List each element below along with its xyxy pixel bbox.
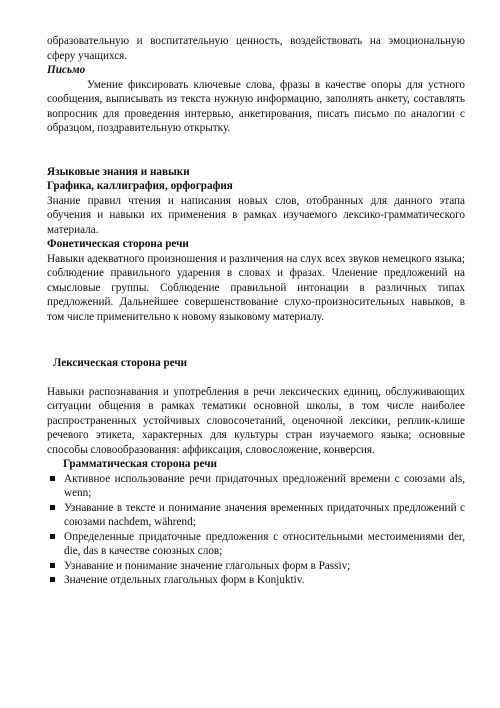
language-knowledge-heading: Языковые знания и навыки [47,165,190,178]
graphics-heading: Графика, каллиграфия, орфография [47,180,233,192]
writing-heading: Письмо [47,64,86,76]
list-item: Активное использование речи придаточных предложений времени с союзами als, wenn; [47,472,465,501]
graphics-paragraph: Знание правил чтения и написания новых слов, отобранных для данного этапа обучения и навыки их применения в рамках изучаемого лексико-грамматического материала. [47,194,465,236]
intro-continuation: образовательную и воспитательную ценность, воздействовать на эмоциональную сферу учащихся. [47,35,465,62]
grammar-heading: Грамматическая сторона речи [63,458,217,470]
list-item: Узнавание и понимание значение глагольных форм в Passiv; [47,559,465,574]
lexical-paragraph: Навыки распознавания и употребления в речи лексических единиц, обслуживающих ситуации общения в рамках тематики основной школы, в том числе наиболее распространенных устойчивых словосочетаний, оценочной лексики, реплик-клише речевого этикета, характерных для культуры стран изучаемого языка; основные способы словообразования: аффиксация, словосложение, конверсия. [47,385,465,456]
writing-paragraph: Умение фиксировать ключевые слова, фразы в качестве опоры для устного сообщения, выписывать из текста нужную информацию, заполнять анкету, составлять вопросник для проведения интервью, анкетирования, писать письмо по аналогии с образцом, поздравительную открытку. [47,78,465,134]
phonetic-paragraph: Навыки адекватного произношения и различения на слух всех звуков немецкого языка; соблюдение правильного ударения в словах и фразах. Членение предложений на смысловые группы. Соблюдение правильной интонации в различных типах предложений. Дальнейшее совершенствование слухо-произносительных навыков, в том числе применительно к новому языковому материалу. [47,252,465,323]
section-spacer [47,371,465,385]
section-spacer [47,324,465,356]
list-item: Значение отдельных глагольных форм в Konjuktiv. [47,573,465,588]
lexical-heading: Лексическая сторона речи [53,357,188,369]
grammar-list [47,472,465,588]
section-spacer [47,136,465,165]
list-item: Узнавание в тексте и понимание значения временных придаточных предложений с союзами nachdem, während; [47,501,465,530]
document-page [47,34,465,588]
list-item: Определенные придаточные предложения с относительными местоимениями der, die, das в качестве союзных слов; [47,530,465,559]
phonetic-heading: Фонетическая сторона речи [47,238,189,250]
